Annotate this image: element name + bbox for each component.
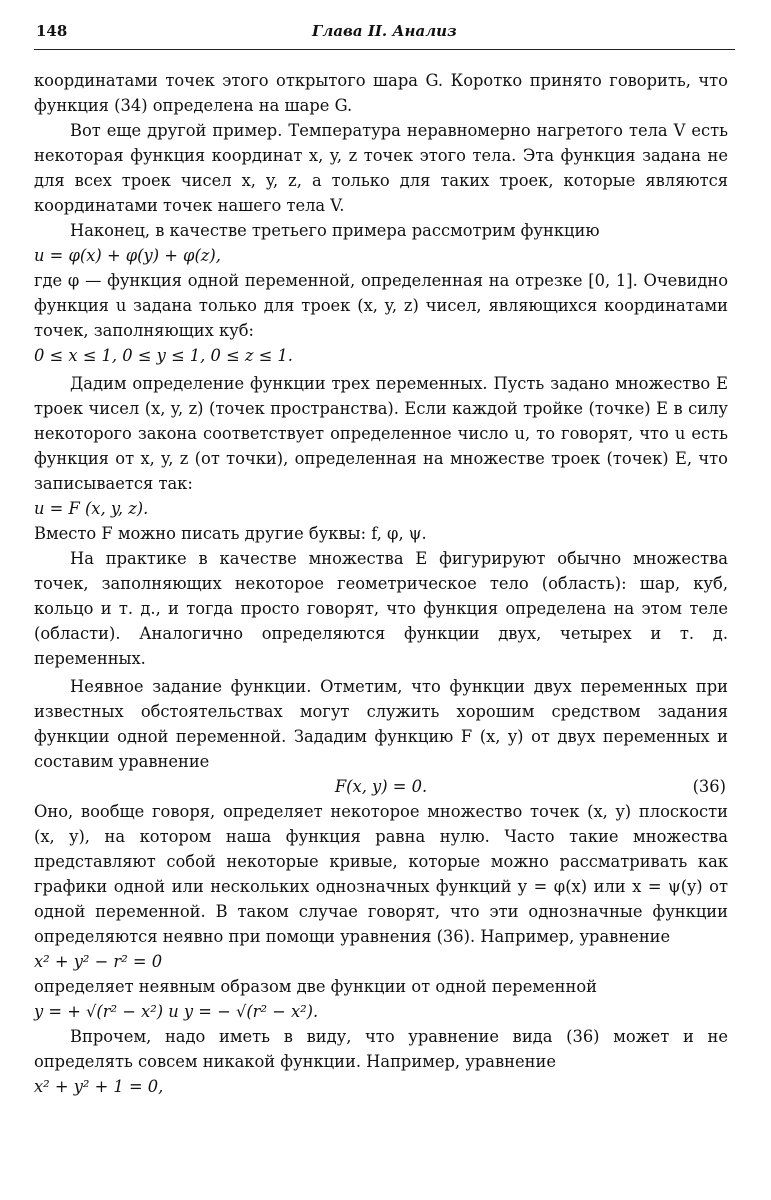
equation-row — [34, 774, 728, 799]
page-number: 148 — [36, 22, 68, 40]
paragraph: определяет неявным образом две функции от одной переменной — [34, 977, 598, 996]
running-header — [0, 22, 771, 46]
paragraph: где φ — функция одной переменной, определенная на отрезке [0, 1]. Очевидно функция u задана только для троек (x, y, z) чисел, являющихся координатами точек, заполняющих куб: — [34, 271, 728, 340]
text-body — [34, 68, 728, 1099]
paragraph: Неявное задание функции. Отметим, что функции двух переменных при известных обстоятельствах могут служить хорошим средством задания функции одной переменной. Зададим функцию F (x, y) от двух переменных и составим уравнение — [34, 677, 728, 771]
paragraph: Дадим определение функции трех переменных. Пусть задано множество E троек чисел (x, y, z) (точек пространства). Если каждой тройке (точке) E в силу некоторого закона соответствует определенное число u, то говорят, что u есть функция от x, y, z (от точки), определенная на множестве троек (точек) E, что записывается так: — [34, 374, 728, 493]
formula: y = + √(r² − x²) и y = − √(r² − x²). — [34, 1002, 319, 1021]
header-rule — [34, 49, 735, 50]
paragraph: Вот еще другой пример. Температура неравномерно нагретого тела V есть некоторая функция координат x, y, z точек этого тела. Эта функция задана не для всех троек чисел x, y, z, а только для таких троек, которые являются координатами точек нашего тела V. — [34, 121, 728, 215]
formula: u = F (x, y, z). — [34, 499, 149, 518]
formula: 0 ≤ x ≤ 1, 0 ≤ y ≤ 1, 0 ≤ z ≤ 1. — [34, 346, 293, 365]
formula: u = φ(x) + φ(y) + φ(z), — [34, 246, 221, 265]
formula: x² + y² − r² = 0 — [34, 952, 163, 971]
paragraph: Оно, вообще говоря, определяет некоторое множество точек (x, y) плоскости (x, y), на котором наша функция равна нулю. Часто такие множества представляют собой некоторые кривые, которые можно рассматривать как графики одной или нескольких однозначных функций y = φ(x) или x = ψ(y) от одной переменной. В таком случае говорят, что эти однозначные функции определяются неявно при помощи уравнения (36). Например, уравнение — [34, 802, 728, 946]
paragraph: Наконец, в качестве третьего примера рассмотрим функцию — [70, 221, 600, 240]
equation-number: (36) — [692, 777, 726, 796]
paragraph: Впрочем, надо иметь в виду, что уравнение вида (36) может и не определять совсем никакой функции. Например, уравнение — [34, 1027, 728, 1071]
chapter-title: Глава II. Анализ — [312, 22, 457, 40]
equation: F(x, y) = 0. — [334, 777, 428, 796]
paragraph: На практике в качестве множества E фигурируют обычно множества точек, заполняющих некоторое геометрическое тело (область): шар, куб, кольцо и т. д., и тогда просто говорят, что функция определена на этом теле (области). Аналогично определяются функции двух, четырех и т. д. переменных. — [34, 549, 728, 668]
paragraph: Вместо F можно писать другие буквы: f, φ, ψ. — [34, 524, 427, 543]
formula: x² + y² + 1 = 0, — [34, 1077, 164, 1096]
paragraph: координатами точек этого открытого шара G. Коротко принято говорить, что функция (34) определена на шаре G. — [34, 71, 728, 115]
